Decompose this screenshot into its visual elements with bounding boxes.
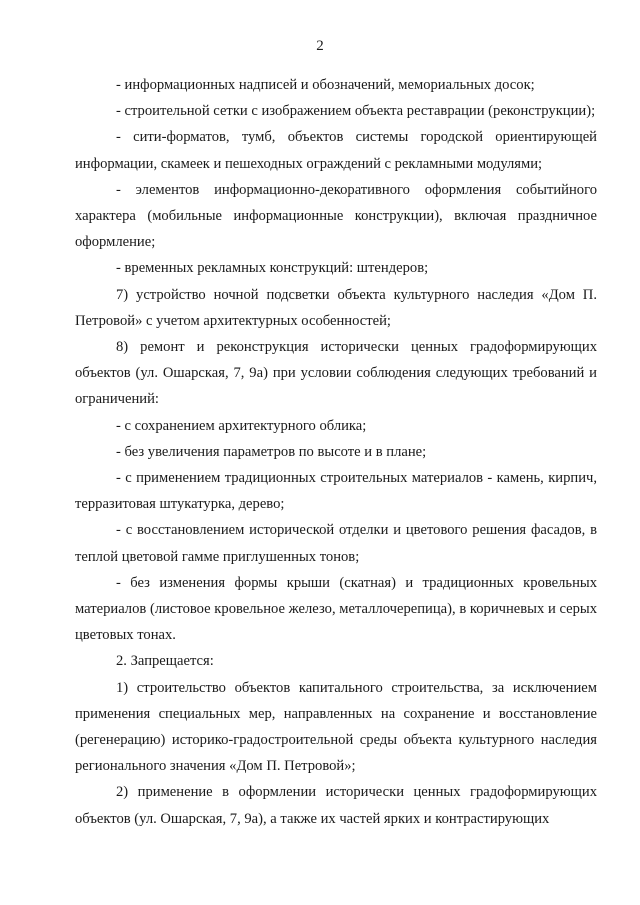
paragraph-item-7-lighting: 7) устройство ночной подсветки объекта культурного наследия «Дом П. Петровой» с учетом архитектурных особенностей; bbox=[75, 286, 597, 329]
paragraph-restore-finish: - с восстановлением исторической отделки и цветового решения фасадов, в теплой цветовой гамме приглушенных тонов; bbox=[75, 522, 597, 565]
document-body bbox=[75, 72, 597, 832]
paragraph-prohibition-2: 2) применение в оформлении исторически ценных градоформирующих объектов (ул. Ошарская, 7, 9а), а также их частей ярких и контрастирующих bbox=[75, 784, 597, 827]
paragraph-section-2-heading: 2. Запрещается: bbox=[116, 653, 214, 670]
paragraph-item-8-repair: 8) ремонт и реконструкция исторически ценных градоформирующих объектов (ул. Ошарская, 7, 9а) при условии соблюдения следующих требований и ограничений: bbox=[75, 339, 597, 408]
paragraph-no-increase: - без увеличения параметров по высоте и в плане; bbox=[116, 443, 427, 460]
paragraph-roof: - без изменения формы крыши (скатная) и традиционных кровельных материалов (листовое кровельное железо, металлочерепица), в коричневых и серых цветовых тонах. bbox=[75, 574, 597, 644]
page-number: 2 bbox=[316, 38, 324, 54]
paragraph-temporary-ads: - временных рекламных конструкций: штендеров; bbox=[116, 260, 429, 277]
paragraph-signs: - информационных надписей и обозначений, мемориальных досок; bbox=[116, 77, 535, 93]
paragraph-city-formats: - сити-форматов, тумб, объектов системы городской ориентирующей информации, скамеек и пешеходных ограждений с рекламными модулями; bbox=[75, 129, 597, 172]
paragraph-decorative-elements: - элементов информационно-декоративного оформления событийного характера (мобильные информационные конструкции), включая праздничное оформление; bbox=[75, 181, 597, 251]
paragraph-preserve-appearance: - с сохранением архитектурного облика; bbox=[116, 417, 367, 434]
paragraph-traditional-materials: - с применением традиционных строительных материалов - камень, кирпич, терразитовая штукатурка, дерево; bbox=[75, 470, 597, 513]
paragraph-prohibition-1: 1) строительство объектов капитального строительства, за исключением применения специальных мер, направленных на сохранение и восстановление (регенерацию) историко-градостроительной среды объекта культурного наследия регионального значения «Дом П. Петровой»; bbox=[75, 679, 597, 775]
paragraph-construction-mesh: - строительной сетки с изображением объекта реставрации (реконструкции); bbox=[116, 103, 596, 120]
